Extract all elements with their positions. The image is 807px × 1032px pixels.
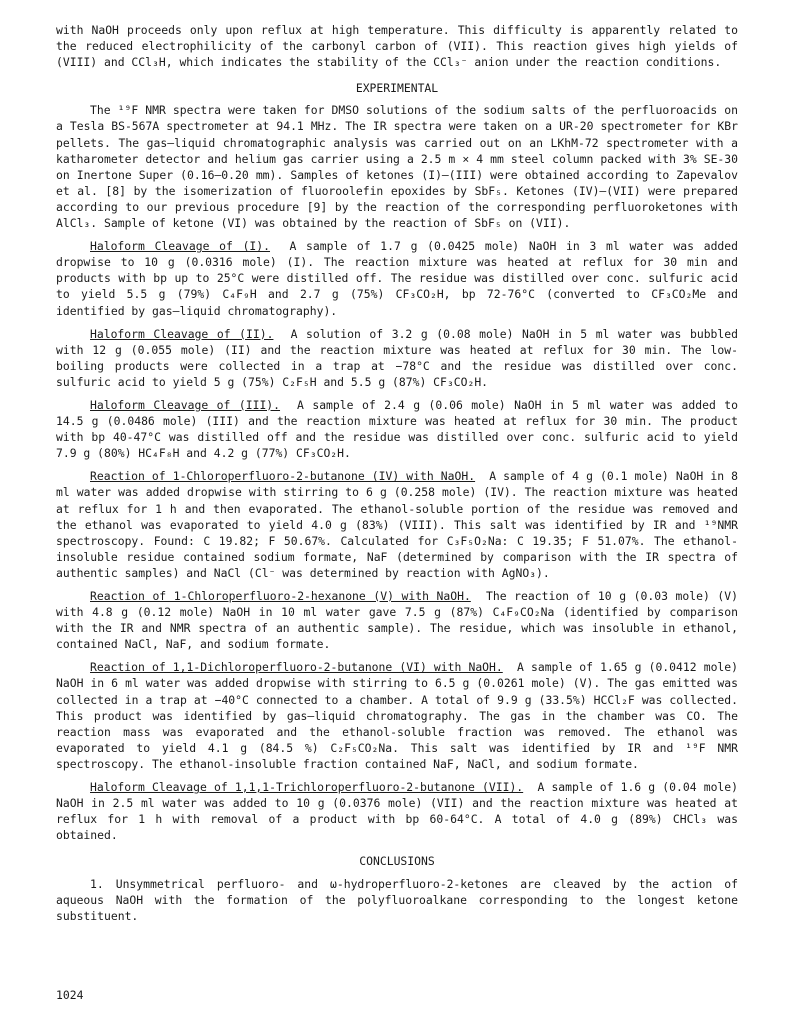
procedure-paragraph — [56, 468, 738, 581]
procedure-paragraph — [56, 238, 738, 318]
procedure-title: Reaction of 1,1-Dichloroperfluoro-2-butanone (VI) with NaOH. — [90, 660, 503, 675]
procedure-title: Haloform Cleavage of (II). — [90, 326, 274, 341]
experimental-intro-paragraph: The ¹⁹F NMR spectra were taken for DMSO solutions of the sodium salts of the perfluoroacids on a Tesla BS-567A spectrometer at 94.1 MHz. The IR spectra were taken on a UR-20 spectrometer for KBr pellets. The gas—liquid chromatographic analysis was carried out on an LKhM-72 spectrometer with a katharometer detector and helium gas carrier using a 2.5 m × 4 mm steel column packed with 3% SE-30 on Inertone Super (0.16–0.20 mm). Samples of ketones (I)–(III) were obtained according to Zapevalov et al. [8] by the isomerization of fluoroolefin epoxides by SbF₅. Ketones (IV)–(VII) were prepared according to our previous procedure [9] by the reaction of the corresponding perfluoroketones with AlCl₃. Sample of ketone (VI) was obtained by the reaction of SbF₅ on (VII). — [56, 103, 738, 231]
page-number: 1024 — [56, 988, 84, 1002]
procedure-body: The reaction of 10 g (0.03 mole) (V) with 4.8 g (0.12 mole) NaOH in 10 ml water gave 7.5 g (87%) C₄F₉CO₂Na (identified by comparison with the IR and NMR spectra of an authentic sample). The residue, which was insoluble in ethanol, contained NaCl, NaF, and sodium formate. — [56, 589, 738, 652]
procedure-title: Reaction of 1-Chloroperfluoro-2-butanone (IV) with NaOH. — [90, 469, 476, 484]
procedure-paragraph — [56, 779, 738, 843]
procedure-body: A solution of 3.2 g (0.08 mole) NaOH in 5 ml water was bubbled with 12 g (0.055 mole) (II) and the reaction mixture was heated at reflux for 30 min. The low-boiling products were collected in a trap at −78°C and the residue was distilled over conc. sulfuric acid to yield 5 g (75%) C₂F₅H and 5.5 g (87%) CF₃CO₂H. — [56, 326, 738, 389]
procedure-body: A sample of 4 g (0.1 mole) NaOH in 8 ml water was added dropwise with stirring to 6 g (0.258 mole) (IV). The reaction mixture was heated at reflux for 1 h and then evaporated. The ethanol-soluble portion of the residue was removed and the ethanol was evaporated to yield 4.0 g (83%) (VIII). This salt was identified by IR and ¹⁹NMR spectroscopy. Found: C 19.82; F 50.67%. Calculated for C₃F₅O₂Na: C 19.35; F 51.07%. The ethanol-insoluble residue contained sodium formate, NaF (determined by comparison with the IR spectra of authentic samples) and NaCl (Cl⁻ was determined by reaction with AgNO₃). — [56, 469, 738, 580]
conclusions-heading: CONCLUSIONS — [359, 854, 435, 869]
experimental-heading: EXPERIMENTAL — [355, 81, 439, 96]
procedure-body: A sample of 1.6 g (0.04 mole) NaOH in 2.5 ml water was added to 10 g (0.0376 mole) (VII) and the reaction mixture was heated at reflux for 1 h with removal of a product with bp 60-64°C. A total of 4.0 g (89%) CHCl₃ was obtained. — [56, 780, 739, 843]
procedure-title: Haloform Cleavage of (III). — [90, 397, 281, 412]
procedures-list — [56, 238, 738, 843]
procedure-paragraph — [56, 659, 738, 772]
procedure-title: Haloform Cleavage of (I). — [90, 239, 271, 254]
document-page — [56, 22, 738, 924]
procedure-title: Haloform Cleavage of 1,1,1-Trichloroperfluoro-2-butanone (VII). — [90, 780, 524, 795]
procedure-paragraph — [56, 326, 738, 390]
procedure-body: A sample of 1.7 g (0.0425 mole) NaOH in 3 ml water was added dropwise to 10 g (0.0316 mole) (I). The reaction mixture was heated at reflux for 30 min and products with bp up to 25°C were distilled off. The residue was distilled over conc. sulfuric acid to yield 5.5 g (79%) C₄F₉H and 2.7 g (75%) CF₃CO₂H, bp 72-76°C (converted to CF₃CO₂Me and identified by gas—liquid chromatography). — [56, 239, 739, 318]
procedure-paragraph — [56, 397, 738, 461]
procedure-paragraph — [56, 588, 738, 652]
procedure-body: A sample of 2.4 g (0.06 mole) NaOH in 5 ml water was added to 14.5 g (0.0486 mole) (III) and the reaction mixture was heated at reflux for 30 min. The product with bp 40-47°C was distilled off and the residue was distilled over conc. sulfuric acid to yield 7.9 g (80%) HC₄F₈H and 4.2 g (77%) CF₃CO₂H. — [56, 397, 739, 461]
conclusion-item: 1. Unsymmetrical perfluoro- and ω-hydroperfluoro-2-ketones are cleaved by the action of aqueous NaOH with the formation of the polyfluoroalkane corresponding to the longest ketone substituent. — [56, 876, 738, 923]
procedure-title: Reaction of 1-Chloroperfluoro-2-hexanone (V) with NaOH. — [90, 589, 471, 603]
intro-paragraph: with NaOH proceeds only upon reflux at high temperature. This difficulty is apparently related to the reduced electrophilicity of the carbonyl carbon of (VII). This reaction gives high yields of (VIII) and CCl₃H, which indicates the stability of the CCl₃⁻ anion under the reaction conditions. — [56, 23, 738, 70]
procedure-body: A sample of 1.65 g (0.0412 mole) NaOH in 6 ml water was added dropwise with stirring to 6.5 g (0.0261 mole) (V). The gas emitted was collected in a trap at −40°C connected to a chamber. A total of 9.9 g (33.5%) HCCl₂F was collected. This product was identified by gas—liquid chromatography. The gas in the chamber was CO. The reaction mass was evaporated and the ethanol-soluble fraction was removed. The ethanol was evaporated to yield 4.1 g (84.5 %) C₂F₅CO₂Na. This salt was identified by IR and ¹⁹F NMR spectroscopy. The ethanol-insoluble fraction contained NaF, NaCl, and sodium formate. — [56, 660, 738, 771]
